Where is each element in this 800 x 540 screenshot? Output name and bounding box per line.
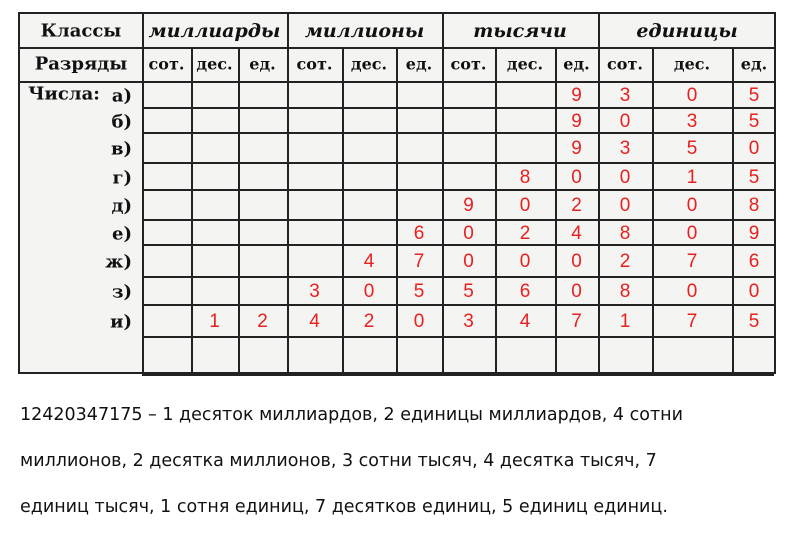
digit-cell: 1 [209, 311, 220, 332]
row-label: г) [112, 167, 132, 188]
explanation-text [20, 392, 780, 530]
digit-cell: 5 [463, 281, 474, 302]
digit-cell: 0 [748, 281, 760, 302]
explanation-line: единиц тысяч, 1 сотня единиц, 7 десятков единиц, 5 единиц единиц. [20, 497, 668, 517]
rank-name: сот. [148, 54, 185, 74]
rank-name: ед. [249, 54, 276, 74]
digit-cell: 9 [571, 110, 582, 132]
digit-cell: 0 [571, 281, 582, 302]
digit-cell: 5 [748, 311, 760, 332]
column-divider [396, 47, 398, 372]
digit-cell: 3 [309, 281, 320, 302]
digit-cell: 7 [413, 251, 425, 272]
row-divider [142, 304, 774, 306]
digit-cell: 9 [571, 85, 582, 106]
column-divider [442, 14, 444, 372]
digit-cell: 3 [686, 110, 698, 132]
digit-cell: 5 [748, 110, 760, 132]
column-divider [191, 47, 193, 372]
digit-cell: 0 [686, 195, 698, 216]
digit-cell: 7 [686, 311, 698, 332]
rank-name: дес. [506, 54, 544, 74]
row-divider [142, 336, 774, 338]
digit-cell: 0 [686, 281, 698, 302]
digit-cell: 8 [619, 222, 631, 244]
row-divider [142, 107, 774, 109]
digit-cell: 9 [571, 138, 582, 159]
column-divider [142, 14, 144, 372]
digit-cell: 8 [519, 166, 531, 188]
column-divider [495, 47, 497, 372]
class-name: единицы [636, 19, 738, 42]
digit-cell: 2 [519, 222, 531, 244]
digit-cell: 9 [748, 222, 760, 244]
digit-cell: 3 [463, 311, 474, 332]
row-divider [142, 276, 774, 278]
row-divider [142, 162, 774, 164]
place-value-table [18, 12, 776, 374]
row-divider [142, 132, 774, 134]
digit-cell: 0 [413, 311, 425, 332]
digit-cell: 6 [413, 222, 425, 244]
row-divider [142, 244, 774, 246]
rank-name: сот. [296, 54, 333, 74]
class-name: миллиарды [148, 19, 281, 42]
digit-cell: 8 [748, 195, 760, 216]
column-divider [598, 14, 600, 372]
digit-cell: 6 [519, 281, 531, 302]
digit-cell: 5 [413, 281, 425, 302]
row-label: д) [111, 195, 132, 217]
digit-cell: 0 [619, 166, 631, 188]
rank-name: дес. [673, 54, 711, 74]
digit-cell: 0 [619, 110, 631, 132]
digit-cell: 2 [363, 311, 375, 332]
row-label: и) [110, 311, 132, 333]
rank-name: ед. [563, 54, 590, 74]
ranks-header: Разряды [34, 53, 128, 75]
column-divider [555, 47, 557, 372]
digit-cell: 0 [571, 251, 582, 272]
digit-cell: 5 [748, 85, 760, 106]
row-label: в) [110, 138, 132, 160]
digit-cell: 4 [519, 311, 531, 332]
row-divider [142, 374, 774, 376]
rank-name: сот. [607, 54, 643, 74]
digit-cell: 4 [363, 251, 375, 272]
digit-cell: 0 [619, 195, 631, 216]
digit-cell: 8 [619, 281, 631, 302]
row-label: з) [111, 281, 132, 303]
digit-cell: 1 [686, 166, 698, 188]
rank-name: дес. [196, 54, 233, 74]
digit-cell: 7 [686, 251, 698, 272]
digit-cell: 4 [309, 311, 320, 332]
digit-cell: 0 [463, 251, 474, 272]
class-name: тысячи [473, 19, 567, 42]
row-label: е) [112, 223, 132, 244]
digit-cell: 0 [686, 85, 698, 106]
digit-cell: 2 [257, 311, 268, 332]
digit-cell: 9 [463, 195, 474, 216]
column-divider [287, 14, 289, 372]
column-divider [238, 47, 240, 372]
rank-name: дес. [350, 54, 388, 74]
digit-cell: 2 [571, 195, 582, 216]
digit-cell: 0 [519, 251, 531, 272]
classes-header: Классы [40, 20, 122, 41]
digit-cell: 6 [748, 251, 760, 272]
digit-cell: 5 [686, 138, 698, 159]
digit-cell: 0 [686, 222, 698, 244]
digit-cell: 2 [619, 251, 631, 272]
rank-name: ед. [740, 54, 768, 74]
digit-cell: 3 [619, 138, 631, 159]
digit-cell: 4 [571, 222, 582, 244]
column-divider [652, 47, 654, 372]
digit-cell: 0 [748, 138, 760, 159]
rank-name: ед. [405, 54, 433, 74]
digit-cell: 7 [571, 311, 582, 332]
class-name: миллионы [304, 19, 425, 42]
digit-cell: 3 [619, 85, 631, 106]
column-divider [342, 47, 344, 372]
row-label: а) [111, 85, 132, 107]
digit-cell: 1 [619, 311, 631, 332]
digit-cell: 0 [463, 222, 474, 244]
explanation-line: 12420347175 – 1 десяток миллиардов, 2 единицы миллиардов, 4 сотни [20, 405, 683, 425]
numbers-header: Числа: [28, 83, 100, 105]
explanation-line: миллионов, 2 десятка миллионов, 3 сотни тысяч, 4 десятка тысяч, 7 [20, 451, 657, 471]
row-divider [142, 219, 774, 221]
row-label: ж) [105, 251, 132, 273]
row-label: б) [111, 111, 132, 132]
digit-cell: 0 [363, 281, 375, 302]
digit-cell: 0 [519, 195, 531, 216]
rank-name: сот. [450, 54, 487, 74]
digit-cell: 5 [748, 166, 760, 188]
column-divider [732, 47, 734, 372]
row-divider [142, 189, 774, 191]
digit-cell: 0 [571, 166, 582, 188]
